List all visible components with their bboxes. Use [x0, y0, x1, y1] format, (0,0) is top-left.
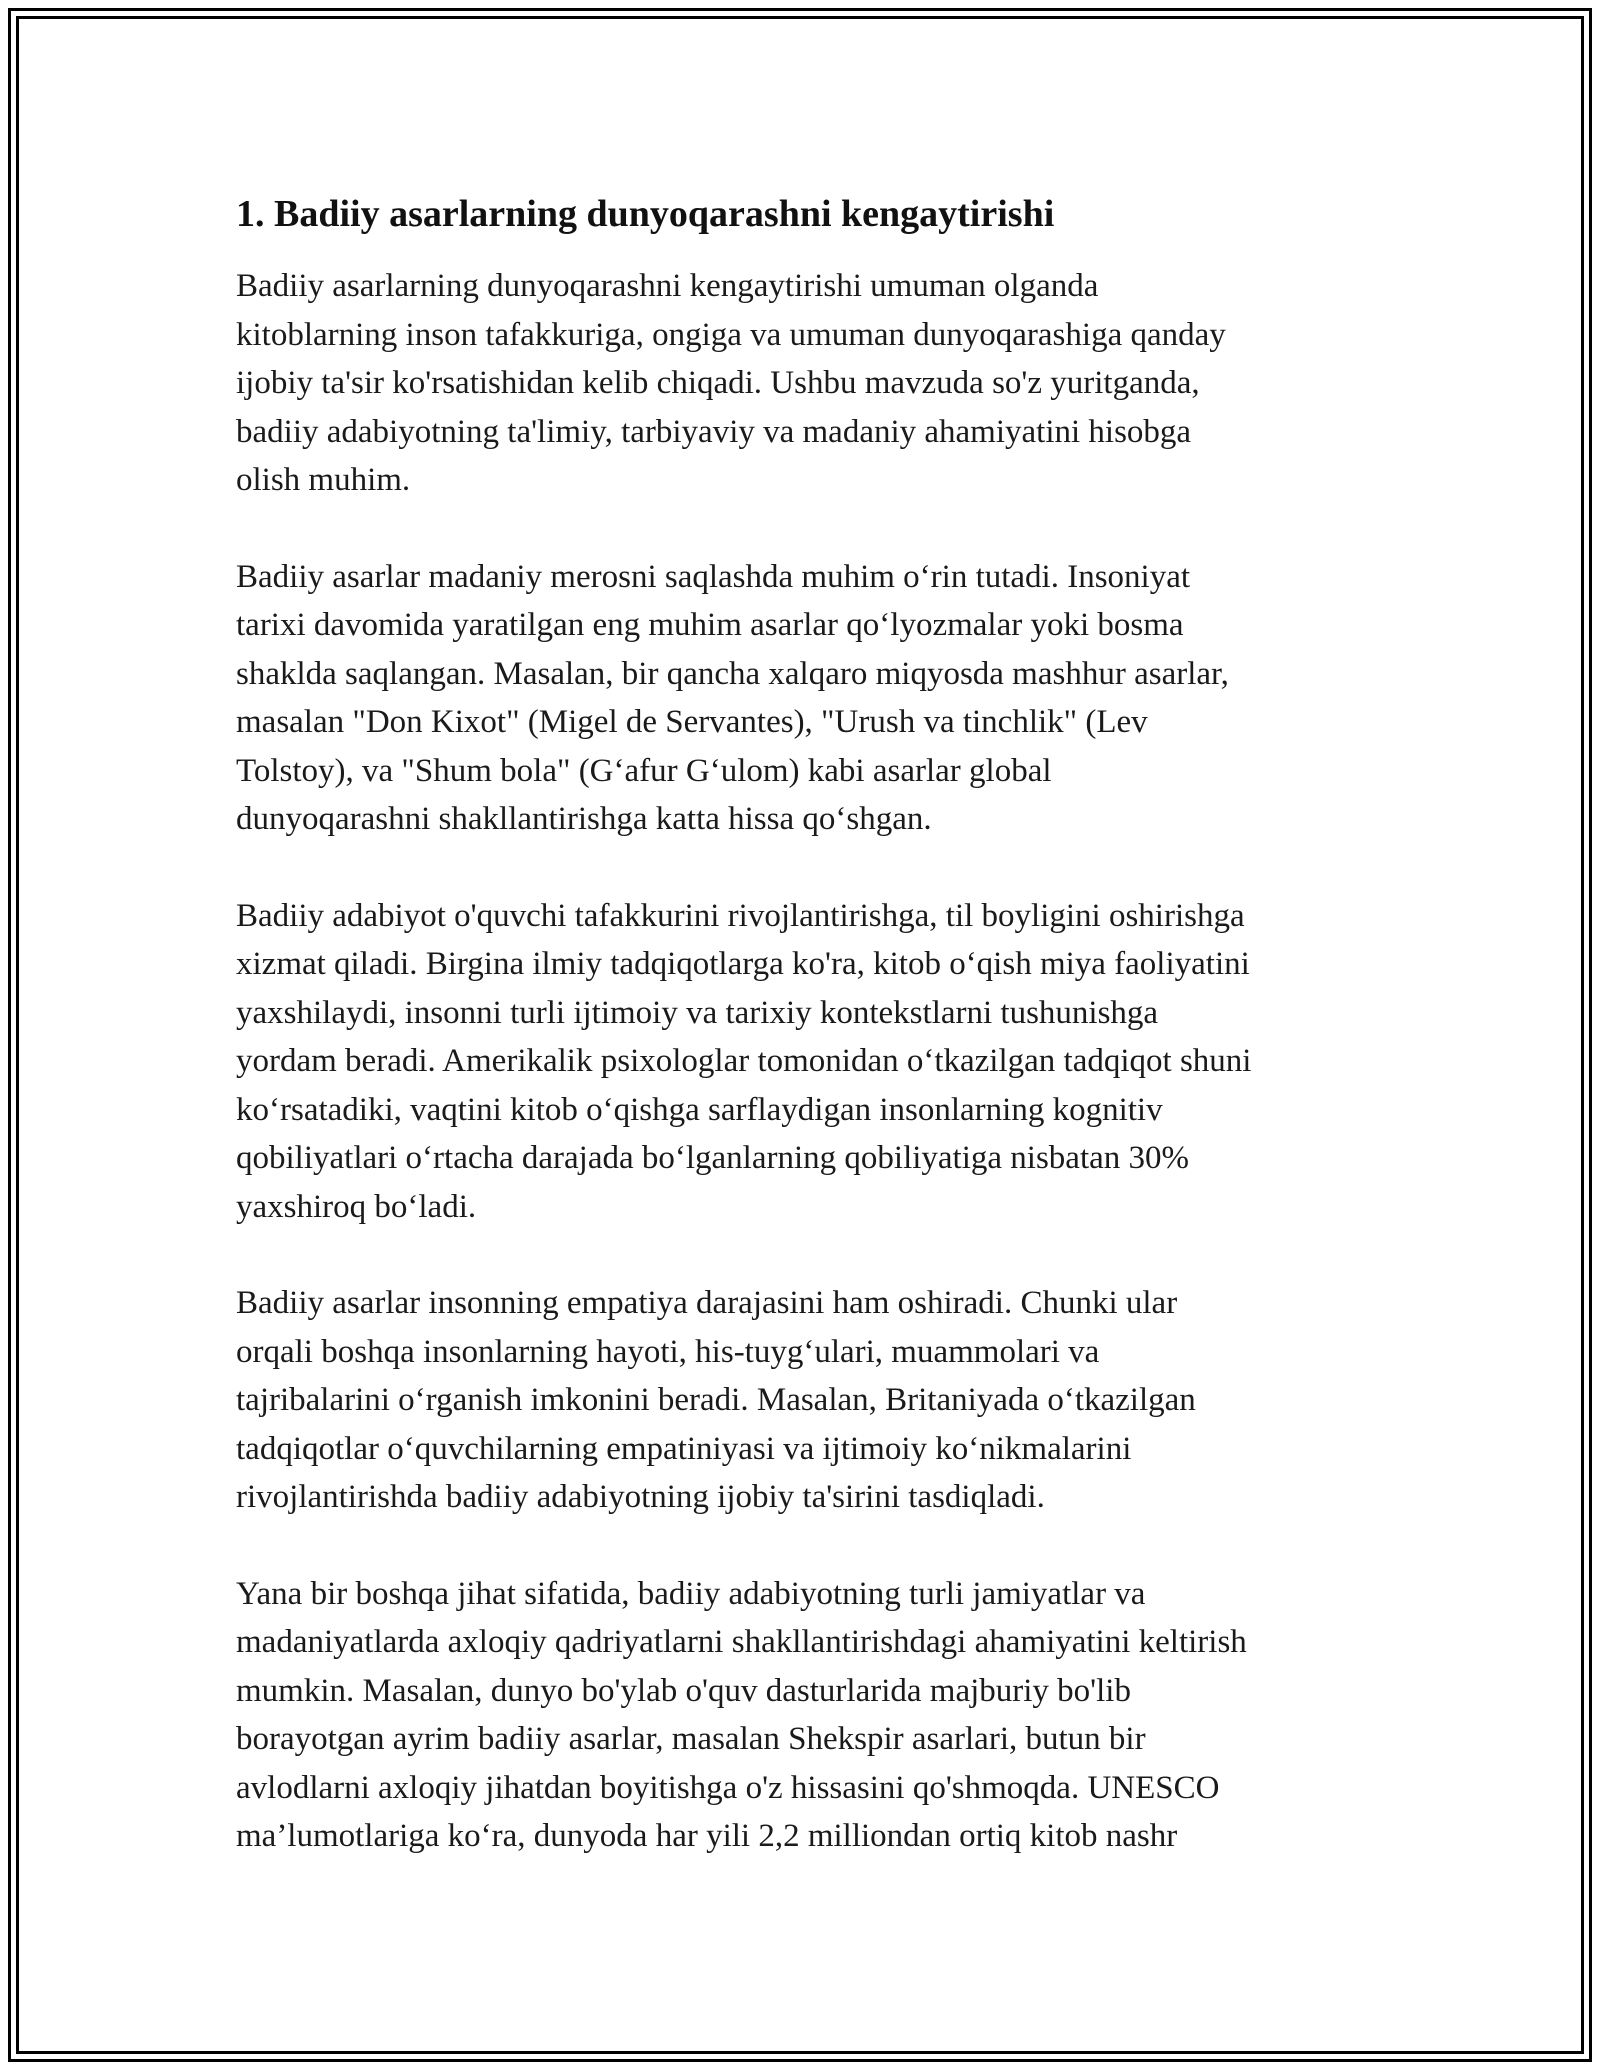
document-body: [236, 186, 1376, 1909]
text-line: xizmat qiladi. Birgina ilmiy tadqiqotlarga ko'ra, kitob o‘qish miya faoliyatini: [236, 946, 1250, 982]
text-line: Badiiy asarlar insonning empatiya darajasini ham oshiradi. Chunki ular: [236, 1285, 1178, 1321]
paragraph-3: [236, 892, 1376, 1232]
text-line: yaxshiroq bo‘ladi.: [236, 1188, 477, 1225]
paragraph-1: [236, 262, 1376, 505]
text-line: yaxshilaydi, insonni turli ijtimoiy va tarixiy kontekstlarni tushunishga: [236, 994, 1159, 1031]
text-line: orqali boshqa insonlarning hayoti, his-tuyg‘ulari, muammolari va: [236, 1333, 1100, 1370]
text-line: tarixi davomida yaratilgan eng muhim asarlar qo‘lyozmalar yoki bosma: [236, 607, 1184, 643]
text-line: Yana bir boshqa jihat sifatida, badiiy adabiyotning turli jamiyatlar va: [236, 1575, 1146, 1612]
text-line: ijobiy ta'sir ko'rsatishidan kelib chiqadi. Ushbu mavzuda so'z yuritganda,: [236, 365, 1200, 401]
text-line: Badiiy asarlarning dunyoqarashni kengaytirishi umuman olganda: [236, 268, 1099, 304]
paragraph-4: [236, 1279, 1376, 1522]
paragraph-5: [236, 1570, 1376, 1861]
text-line: mumkin. Masalan, dunyo bo'ylab o'quv dasturlarida majburiy bo'lib: [236, 1672, 1131, 1709]
text-line: masalan "Don Kixot" (Migel de Servantes), "Urush va tinchlik" (Lev: [236, 704, 1148, 740]
text-line: dunyoqarashni shakllantirishga katta hissa qo‘shgan.: [236, 801, 932, 837]
text-line: badiiy adabiyotning ta'limiy, tarbiyaviy va madaniy ahamiyatini hisobga: [236, 413, 1192, 450]
text-line: tadqiqotlar o‘quvchilarning empatiniyasi va ijtimoiy ko‘nikmalarini: [236, 1430, 1132, 1467]
text-line: tajribalarini o‘rganish imkonini beradi. Masalan, Britaniyada o‘tkazilgan: [236, 1382, 1196, 1418]
text-line: avlodlarni axloqiy jihatdan boyitishga o'z hissasini qo'shmoqda. UNESCO: [236, 1769, 1220, 1806]
text-line: Tolstoy), va "Shum bola" (G‘afur G‘ulom) kabi asarlar global: [236, 752, 1052, 789]
text-line: Badiiy adabiyot o'quvchi tafakkurini rivojlantirishga, til boyligini oshirishga: [236, 897, 1245, 934]
text-line: ma’lumotlariga ko‘ra, dunyoda har yili 2,2 milliondan ortiq kitob nashr: [236, 1818, 1178, 1854]
text-line: rivojlantirishda badiiy adabiyotning ijobiy ta'sirini tasdiqladi.: [236, 1479, 1045, 1515]
text-line: borayotgan ayrim badiiy asarlar, masalan Shekspir asarlari, butun bir: [236, 1721, 1146, 1757]
text-line: olish muhim.: [236, 462, 411, 498]
text-line: madaniyatlarda axloqiy qadriyatlarni shakllantirishdagi ahamiyatini keltirish: [236, 1624, 1247, 1660]
paragraph-2: [236, 553, 1376, 844]
text-line: Badiiy asarlar madaniy merosni saqlashda muhim o‘rin tutadi. Insoniyat: [236, 558, 1191, 595]
text-line: ko‘rsatadiki, vaqtini kitob o‘qishga sarflaydigan insonlarning kognitiv: [236, 1091, 1163, 1128]
text-line: yordam beradi. Amerikalik psixologlar tomonidan o‘tkazilgan tadqiqot shuni: [236, 1043, 1252, 1079]
section-title: 1. Badiiy asarlarning dunyoqarashni kengaytirishi: [236, 193, 1055, 235]
text-line: kitoblarning inson tafakkuriga, ongiga va umuman dunyoqarashiga qanday: [236, 316, 1226, 353]
text-line: shaklda saqlangan. Masalan, bir qancha xalqaro miqyosda mashhur asarlar,: [236, 655, 1229, 692]
text-line: qobiliyatlari o‘rtacha darajada bo‘lganlarning qobiliyatiga nisbatan 30%: [236, 1140, 1190, 1176]
